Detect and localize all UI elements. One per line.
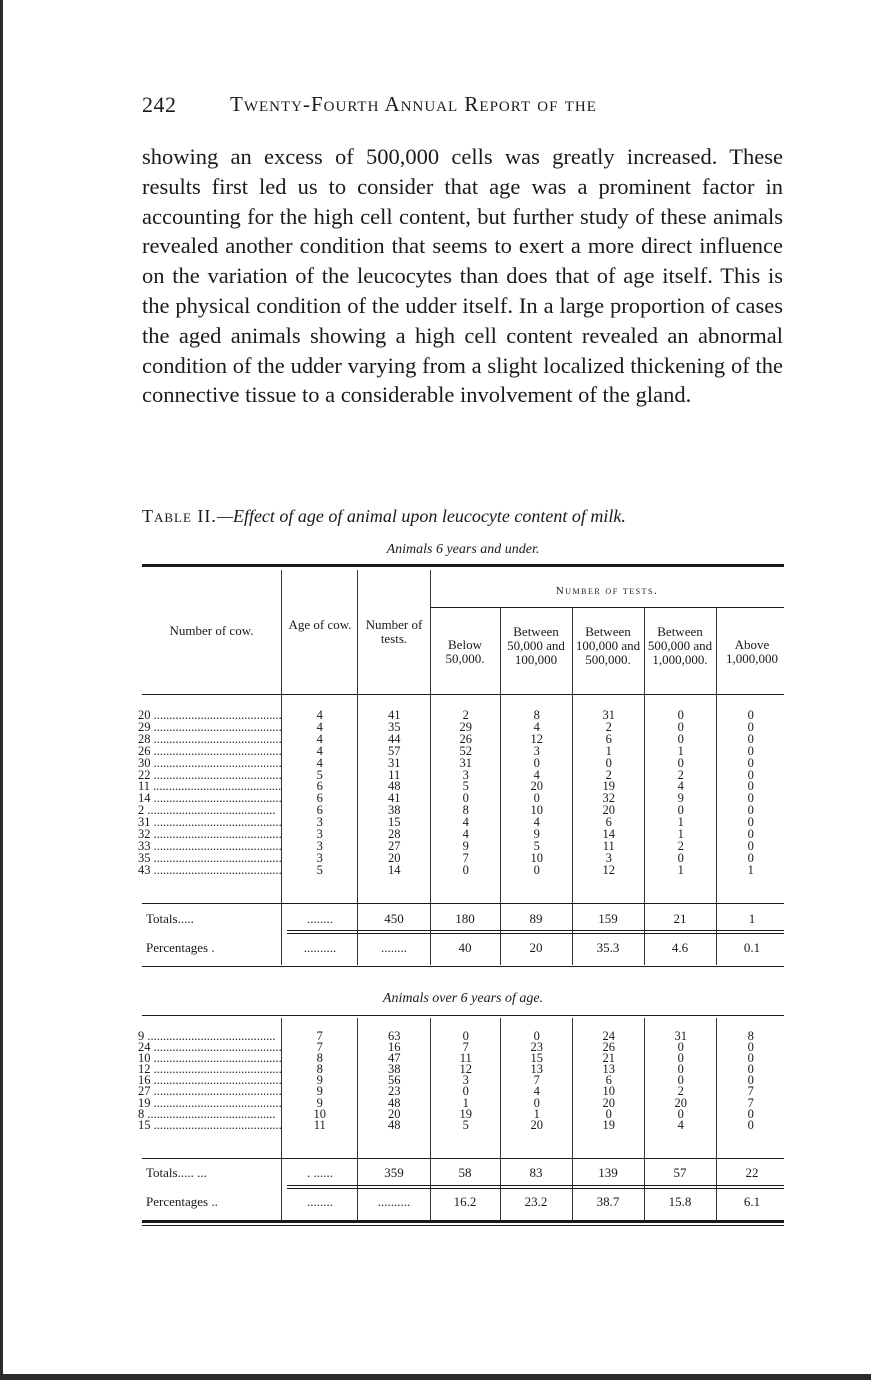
between-100000-500000-cell: 26 xyxy=(602,1042,615,1054)
between-500000-1000000-cell: 4 xyxy=(677,781,684,794)
tests-cell: ........ xyxy=(381,940,407,955)
between-50000-100000-cell: 10 xyxy=(530,805,543,818)
double-rule xyxy=(287,933,784,934)
between-50000-100000-cell: 3 xyxy=(533,745,540,758)
between-50000-100000-cell: 4 xyxy=(533,817,540,830)
cow-number-cell: 29 ......................................... xyxy=(138,721,282,734)
age-cell: 9 xyxy=(316,1086,323,1098)
between-500000-1000000-cell: 4 xyxy=(677,1119,684,1131)
tests-cell: 56 xyxy=(388,1075,401,1087)
cow-number-cell: 9 ......................................... xyxy=(138,1031,276,1043)
between-500000-1000000-cell: 0 xyxy=(677,710,684,722)
header-age-of-cow: Age of cow. xyxy=(288,617,352,632)
cow-number-cell: 15 ......................................... xyxy=(138,1119,282,1131)
between-50000-100000-cell: 20 xyxy=(530,781,543,794)
age-cell: 6 xyxy=(316,805,323,818)
between-50000-100000-cell: 20 xyxy=(530,1119,543,1131)
cow-number-cell: 30 ......................................... xyxy=(138,757,282,770)
above-1000000-cell: 0 xyxy=(747,721,754,734)
between-100000-500000-cell: 10 xyxy=(602,1086,615,1098)
tests-cell: 48 xyxy=(388,781,401,794)
between-50000-100000-cell: 0 xyxy=(533,1031,540,1043)
cow-number-cell: 8 ......................................... xyxy=(138,1108,276,1120)
between-100000-500000-cell: 20 xyxy=(602,1097,615,1109)
data-table-section-1 xyxy=(138,710,785,877)
tests-cell: 31 xyxy=(388,757,401,770)
between-100000-500000-cell: 21 xyxy=(602,1053,615,1065)
double-rule xyxy=(287,930,784,931)
between-100000-500000-cell: 35.3 xyxy=(596,940,620,955)
between-50000-100000-cell: 4 xyxy=(533,769,540,782)
below-50000-cell: 52 xyxy=(459,745,472,758)
table-row xyxy=(138,865,785,877)
tests-cell: 41 xyxy=(388,793,401,806)
age-cell: 5 xyxy=(316,769,323,782)
above-1000000-cell: 7 xyxy=(747,1097,754,1109)
between-50000-100000-cell: 0 xyxy=(533,793,540,806)
age-cell: 4 xyxy=(316,733,323,746)
below-50000-cell: 0 xyxy=(462,1086,469,1098)
above-1000000-cell: 0 xyxy=(747,852,754,865)
between-500000-1000000-cell: 0 xyxy=(677,805,684,818)
between-500000-1000000-cell: 15.8 xyxy=(668,1194,692,1209)
totals-label: Totals..... xyxy=(146,911,194,926)
between-100000-500000-cell: 159 xyxy=(598,911,618,926)
between-100000-500000-cell: 0 xyxy=(605,757,612,770)
section-start-rule xyxy=(142,1015,784,1016)
above-1000000-cell: 0 xyxy=(747,840,754,853)
below-50000-cell: 4 xyxy=(462,817,469,830)
between-500000-1000000-cell: 0 xyxy=(677,757,684,770)
above-1000000-cell: 22 xyxy=(745,1165,759,1180)
data-table-section-2 xyxy=(138,1031,785,1131)
header-between-500000-1000000: Between 500,000 and 1,000,000. xyxy=(647,624,713,667)
age-cell: 4 xyxy=(316,757,323,770)
age-cell: 8 xyxy=(316,1064,323,1076)
between-100000-500000-cell: 20 xyxy=(602,805,615,818)
above-1000000-cell: 0 xyxy=(747,805,754,818)
above-1000000-cell: 0 xyxy=(747,1053,754,1065)
above-1000000-cell: 0 xyxy=(747,1064,754,1076)
table-row xyxy=(138,710,785,722)
below-50000-cell: 29 xyxy=(459,721,472,734)
age-cell: 3 xyxy=(316,852,323,865)
above-1000000-cell: 0 xyxy=(747,733,754,746)
between-100000-500000-cell: 0 xyxy=(605,1108,612,1120)
tests-cell: 57 xyxy=(388,745,401,758)
cow-number-cell: 20 ......................................... xyxy=(138,710,282,722)
between-100000-500000-cell: 12 xyxy=(602,864,615,877)
above-1000000-cell: 0 xyxy=(747,745,754,758)
running-head: Twenty-Fourth Annual Report of the xyxy=(230,92,597,116)
page-left-edge xyxy=(0,0,3,1380)
table-row xyxy=(138,1075,785,1086)
totals-rule xyxy=(142,903,784,904)
between-500000-1000000-cell: 1 xyxy=(677,745,684,758)
between-500000-1000000-cell: 1 xyxy=(677,829,684,841)
cow-number-cell: 26 ......................................... xyxy=(138,745,282,758)
header-between-50000-100000: Between 50,000 and 100,000 xyxy=(507,624,565,667)
tests-cell: 38 xyxy=(388,805,401,818)
between-500000-1000000-cell: 31 xyxy=(674,1031,687,1043)
above-1000000-cell: 0 xyxy=(747,1075,754,1087)
double-rule xyxy=(287,1188,784,1189)
between-500000-1000000-cell: 2 xyxy=(677,1086,684,1098)
between-500000-1000000-cell: 0 xyxy=(677,721,684,734)
table-row xyxy=(138,1109,785,1120)
above-1000000-cell: 0 xyxy=(747,817,754,830)
table-row xyxy=(138,805,785,817)
double-rule xyxy=(287,1185,784,1186)
cow-number-cell: 31 ......................................... xyxy=(138,817,282,830)
between-500000-1000000-cell: 0 xyxy=(677,1108,684,1120)
below-50000-cell: 180 xyxy=(455,911,475,926)
cow-number-cell: 14 ......................................... xyxy=(138,793,282,806)
section-subtitle: Animals over 6 years of age. xyxy=(382,991,544,1006)
cow-number-cell: 28 ......................................... xyxy=(138,733,282,746)
between-100000-500000-cell: 19 xyxy=(602,1119,615,1131)
tests-cell: .......... xyxy=(377,1194,411,1209)
cow-number-cell: 43 ......................................... xyxy=(138,864,282,877)
between-50000-100000-cell: 9 xyxy=(533,829,540,841)
above-1000000-cell: 1 xyxy=(748,911,756,926)
between-500000-1000000-cell: 0 xyxy=(677,1064,684,1076)
age-cell: 3 xyxy=(316,840,323,853)
below-50000-cell: 31 xyxy=(459,757,472,770)
between-100000-500000-cell: 11 xyxy=(602,840,615,853)
cow-number-cell: 33 ......................................... xyxy=(138,840,282,853)
age-cell: 7 xyxy=(316,1031,323,1043)
below-50000-cell: 9 xyxy=(462,840,469,853)
between-500000-1000000-cell: 0 xyxy=(677,852,684,865)
between-100000-500000-cell: 3 xyxy=(605,852,612,865)
table-row xyxy=(138,734,785,746)
below-50000-cell: 16.2 xyxy=(453,1194,477,1209)
table-row xyxy=(138,758,785,770)
above-1000000-cell: 1 xyxy=(747,864,754,877)
table-bottom-rule xyxy=(142,1220,784,1223)
between-50000-100000-cell: 23 xyxy=(530,1042,543,1054)
tests-cell: 16 xyxy=(388,1042,401,1054)
between-500000-1000000-cell: 57 xyxy=(673,1165,687,1180)
between-100000-500000-cell: 14 xyxy=(602,829,615,841)
below-50000-cell: 8 xyxy=(462,805,469,818)
between-500000-1000000-cell: 0 xyxy=(677,1075,684,1087)
page-header xyxy=(142,92,782,122)
above-1000000-cell: 0 xyxy=(747,1108,754,1120)
between-50000-100000-cell: 8 xyxy=(533,710,540,722)
table-row xyxy=(138,1031,785,1042)
cow-number-cell: 22 ......................................... xyxy=(138,769,282,782)
above-1000000-cell: 0 xyxy=(747,710,754,722)
between-500000-1000000-cell: 2 xyxy=(677,840,684,853)
body-paragraph: showing an excess of 500,000 cells was greatly increased. These results first led us to consider that age was a prominent factor in accounting for the high cell content, but further study of these animals revealed another condition that seems to exert a more direct influence on the variation of the leucocytes than does that of age itself. This is the physical condition of the udder itself. In a large proportion of cases the aged animals showing a high cell content revealed an abnormal condition of the udder varying from a slight localized thickening of the connective tissue to a considerable involvement of the gland. xyxy=(142,144,783,408)
age-cell: 4 xyxy=(316,745,323,758)
tests-cell: 28 xyxy=(388,829,401,841)
table-row xyxy=(138,1042,785,1053)
above-1000000-cell: 8 xyxy=(747,1031,754,1043)
between-100000-500000-cell: 32 xyxy=(602,793,615,806)
section-subtitle: Animals 6 years and under. xyxy=(386,542,540,557)
between-50000-100000-cell: 5 xyxy=(533,840,540,853)
cow-number-cell: 12 ......................................... xyxy=(138,1064,282,1076)
between-500000-1000000-cell: 4.6 xyxy=(671,940,689,955)
above-1000000-cell: 7 xyxy=(747,1086,754,1098)
tests-cell: 27 xyxy=(388,840,401,853)
header-number-of-cow: Number of cow. xyxy=(169,623,254,638)
above-1000000-cell: 0 xyxy=(747,1119,754,1131)
table-top-rule xyxy=(142,564,784,567)
between-100000-500000-cell: 13 xyxy=(602,1064,615,1076)
between-50000-100000-cell: 12 xyxy=(530,733,543,746)
age-cell: 3 xyxy=(316,829,323,841)
below-50000-cell: 3 xyxy=(462,1075,469,1087)
below-50000-cell: 0 xyxy=(462,1031,469,1043)
tests-cell: 38 xyxy=(388,1064,401,1076)
above-1000000-cell: 0 xyxy=(747,757,754,770)
between-100000-500000-cell: 31 xyxy=(602,710,615,722)
age-cell: ........ xyxy=(307,1194,333,1209)
between-50000-100000-cell: 13 xyxy=(530,1064,543,1076)
page-number: 242 xyxy=(142,92,177,117)
age-cell: . ...... xyxy=(307,1165,333,1180)
between-500000-1000000-cell: 0 xyxy=(677,1042,684,1054)
below-50000-cell: 2 xyxy=(462,710,469,722)
below-50000-cell: 11 xyxy=(459,1053,472,1065)
age-cell: 9 xyxy=(316,1075,323,1087)
between-500000-1000000-cell: 20 xyxy=(674,1097,687,1109)
cow-number-cell: 16 ......................................... xyxy=(138,1075,282,1087)
above-1000000-cell: 0.1 xyxy=(743,940,761,955)
between-50000-100000-cell: 0 xyxy=(533,864,540,877)
cow-number-cell: 32 ......................................... xyxy=(138,829,282,841)
tests-cell: 11 xyxy=(388,769,401,782)
table-row xyxy=(138,746,785,758)
age-cell: 7 xyxy=(316,1042,323,1054)
below-50000-cell: 12 xyxy=(459,1064,472,1076)
age-cell: .......... xyxy=(303,940,337,955)
cow-number-cell: 19 ......................................... xyxy=(138,1097,282,1109)
between-50000-100000-cell: 1 xyxy=(533,1108,540,1120)
table-row xyxy=(138,1098,785,1109)
below-50000-cell: 26 xyxy=(459,733,472,746)
between-50000-100000-cell: 83 xyxy=(529,1165,543,1180)
tests-cell: 35 xyxy=(388,721,401,734)
table-row xyxy=(138,1086,785,1097)
age-cell: 3 xyxy=(316,817,323,830)
between-50000-100000-cell: 10 xyxy=(530,852,543,865)
cow-number-cell: 24 ......................................... xyxy=(138,1042,282,1054)
age-cell: 5 xyxy=(316,864,323,877)
below-50000-cell: 0 xyxy=(462,864,469,877)
below-50000-cell: 3 xyxy=(462,769,469,782)
between-500000-1000000-cell: 9 xyxy=(677,793,684,806)
age-cell: ........ xyxy=(307,911,333,926)
between-100000-500000-cell: 139 xyxy=(598,1165,618,1180)
age-cell: 11 xyxy=(313,1119,326,1131)
age-cell: 10 xyxy=(313,1108,326,1120)
cow-number-cell: 11 ......................................... xyxy=(138,781,282,794)
below-50000-cell: 19 xyxy=(459,1108,472,1120)
between-500000-1000000-cell: 0 xyxy=(677,1053,684,1065)
tests-cell: 47 xyxy=(388,1053,401,1065)
below-50000-cell: 5 xyxy=(462,1119,469,1131)
tests-cell: 44 xyxy=(388,733,401,746)
group-header-rule xyxy=(430,607,784,608)
totals-rule xyxy=(142,1158,784,1159)
cow-number-cell: 2 ......................................... xyxy=(138,805,276,818)
above-1000000-cell: 6.1 xyxy=(743,1194,761,1209)
below-50000-cell: 7 xyxy=(462,1042,469,1054)
tests-cell: 359 xyxy=(384,1165,404,1180)
below-50000-cell: 7 xyxy=(462,852,469,865)
between-100000-500000-cell: 24 xyxy=(602,1031,615,1043)
tests-cell: 20 xyxy=(388,1108,401,1120)
table-title-label: Table II. xyxy=(142,506,217,526)
table-row xyxy=(138,1064,785,1075)
table-row xyxy=(138,817,785,829)
table-row xyxy=(138,722,785,734)
below-50000-cell: 58 xyxy=(458,1165,472,1180)
age-cell: 6 xyxy=(316,793,323,806)
tests-cell: 450 xyxy=(384,911,404,926)
below-50000-cell: 5 xyxy=(462,781,469,794)
table-row xyxy=(138,1120,785,1131)
table-title xyxy=(142,506,792,527)
tests-cell: 23 xyxy=(388,1086,401,1098)
below-50000-cell: 40 xyxy=(458,940,472,955)
age-cell: 8 xyxy=(316,1053,323,1065)
cow-number-cell: 35 ......................................... xyxy=(138,852,282,865)
between-100000-500000-cell: 6 xyxy=(605,733,612,746)
above-1000000-cell: 0 xyxy=(747,769,754,782)
table-bottom-rule-thin xyxy=(142,1225,784,1226)
between-50000-100000-cell: 4 xyxy=(533,1086,540,1098)
tests-cell: 48 xyxy=(388,1097,401,1109)
between-50000-100000-cell: 89 xyxy=(529,911,543,926)
between-100000-500000-cell: 38.7 xyxy=(596,1194,620,1209)
tests-cell: 14 xyxy=(388,864,401,877)
between-50000-100000-cell: 7 xyxy=(533,1075,540,1087)
table-row xyxy=(138,841,785,853)
header-number-of-tests: Number of tests. xyxy=(365,617,423,646)
between-100000-500000-cell: 2 xyxy=(605,721,612,734)
between-500000-1000000-cell: 1 xyxy=(677,817,684,830)
table-row xyxy=(138,793,785,805)
between-100000-500000-cell: 6 xyxy=(605,1075,612,1087)
tests-cell: 15 xyxy=(388,817,401,830)
tests-cell: 20 xyxy=(388,852,401,865)
above-1000000-cell: 0 xyxy=(747,781,754,794)
between-50000-100000-cell: 0 xyxy=(533,1097,540,1109)
between-500000-1000000-cell: 21 xyxy=(673,911,687,926)
totals-label: Totals..... ... xyxy=(146,1165,207,1180)
between-100000-500000-cell: 6 xyxy=(605,817,612,830)
table-row xyxy=(138,853,785,865)
percentages-label: Percentages . xyxy=(146,940,215,955)
cow-number-cell: 27 ......................................... xyxy=(138,1086,282,1098)
tests-cell: 41 xyxy=(388,710,401,722)
between-500000-1000000-cell: 1 xyxy=(677,864,684,877)
table-row xyxy=(138,829,785,841)
between-500000-1000000-cell: 0 xyxy=(677,733,684,746)
above-1000000-cell: 0 xyxy=(747,829,754,841)
between-100000-500000-cell: 19 xyxy=(602,781,615,794)
between-500000-1000000-cell: 2 xyxy=(677,769,684,782)
between-100000-500000-cell: 2 xyxy=(605,769,612,782)
age-cell: 4 xyxy=(316,710,323,722)
page-bottom-edge xyxy=(0,1374,871,1380)
table-row xyxy=(138,1053,785,1064)
above-1000000-cell: 0 xyxy=(747,793,754,806)
header-above-1000000: Above 1,000,000 xyxy=(726,637,778,666)
table-row xyxy=(138,770,785,782)
age-cell: 6 xyxy=(316,781,323,794)
below-50000-cell: 1 xyxy=(462,1097,469,1109)
cow-number-cell: 10 ......................................... xyxy=(138,1053,282,1065)
between-50000-100000-cell: 23.2 xyxy=(524,1194,548,1209)
table-title-caption: —Effect of age of animal upon leucocyte content of milk. xyxy=(216,506,626,526)
between-50000-100000-cell: 20 xyxy=(529,940,543,955)
section-end-rule xyxy=(142,966,784,967)
tests-cell: 63 xyxy=(388,1031,401,1043)
header-number-of-tests-group: Number of tests. xyxy=(555,585,659,597)
header-bottom-rule xyxy=(142,694,784,695)
age-cell: 9 xyxy=(316,1097,323,1109)
between-50000-100000-cell: 15 xyxy=(530,1053,543,1065)
between-50000-100000-cell: 4 xyxy=(533,721,540,734)
header-between-100000-500000: Between 100,000 and 500,000. xyxy=(575,624,641,667)
above-1000000-cell: 0 xyxy=(747,1042,754,1054)
age-cell: 4 xyxy=(316,721,323,734)
table-row xyxy=(138,781,785,793)
between-50000-100000-cell: 0 xyxy=(533,757,540,770)
below-50000-cell: 0 xyxy=(462,793,469,806)
tests-cell: 48 xyxy=(388,1119,401,1131)
percentages-label: Percentages .. xyxy=(146,1194,218,1209)
header-below-50000: Below 50,000. xyxy=(445,637,485,666)
between-100000-500000-cell: 1 xyxy=(605,745,612,758)
below-50000-cell: 4 xyxy=(462,829,469,841)
